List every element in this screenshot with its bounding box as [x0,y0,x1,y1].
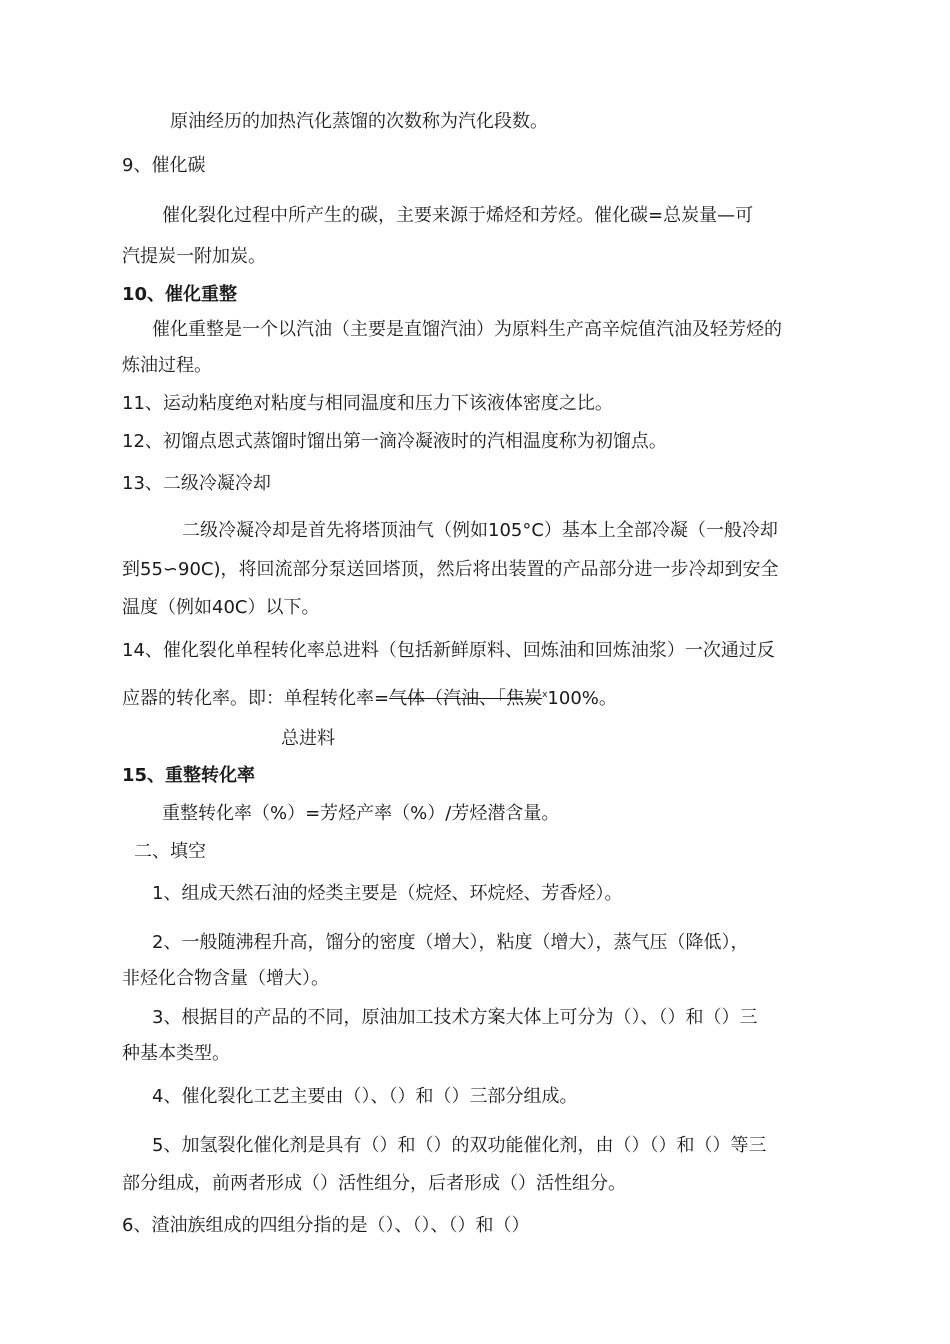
question-line: 非烃化合物含量（增大）。 [122,968,329,989]
term-heading: 14、催化裂化单程转化率总进料（包括新鲜原料、回炼油和回炼油浆）一次通过反 [122,640,775,661]
formula-struck-numerator: 气体（汽油、「焦炭 [389,688,543,709]
section-heading: 二、填空 [134,841,206,862]
formula-suffix: 100%。 [547,688,617,709]
text-line: 汽提炭一附加炭。 [122,246,266,267]
formula-denominator: 总进料 [281,728,335,749]
text-line: 催化裂化过程中所产生的碳，主要来源于烯烃和芳烃。催化碳=总炭量—可 [162,205,754,226]
question-line: 2、一般随沸程升高，馏分的密度（增大），粘度（增大），蒸气压（降低）， [152,932,749,953]
question-line: 4、催化裂化工艺主要由（）、（）和（）三部分组成。 [152,1086,578,1107]
question-line: 种基本类型。 [122,1043,230,1064]
question-line: 1、组成天然石油的烃类主要是（烷烃、环烷烃、芳香烃）。 [152,883,623,904]
term-heading: 15、重整转化率 [122,765,256,786]
text-line: 二级冷凝冷却是首先将塔顶油气（例如105°C）基本上全部冷凝（一般冷却 [182,520,778,541]
term-heading: 13、二级冷凝冷却 [122,473,271,494]
text-line: 炼油过程。 [122,355,212,376]
question-line: 5、加氢裂化催化剂是具有（）和（）的双功能催化剂，由（）（）和（）等三 [152,1135,767,1156]
question-line: 3、根据目的产品的不同，原油加工技术方案大体上可分为（）、（）和（）三 [152,1007,758,1028]
text-line: 温度（例如40C）以下。 [122,597,320,618]
text-line: 原油经历的加热汽化蒸馏的次数称为汽化段数。 [170,111,548,132]
question-line: 部分组成，前两者形成（）活性组分，后者形成（）活性组分。 [122,1173,626,1194]
text-line: 重整转化率（%）=芳烃产率（%）/芳烃潜含量。 [162,803,560,824]
formula-prefix: 应器的转化率。即：单程转化率= [122,688,390,709]
term-heading: 12、初馏点恩式蒸馏时馏出第一滴冷凝液时的汽相温度称为初馏点。 [122,431,667,452]
formula-sup: x [542,690,548,700]
term-heading: 9、催化碳 [122,155,206,176]
text-line: 到55∽90C)，将回流部分泵送回塔顶，然后将出装置的产品部分进一步冷却到安全 [122,559,779,580]
formula-line [122,688,617,710]
term-heading: 11、运动粘度绝对粘度与相同温度和压力下该液体密度之比。 [122,393,613,414]
term-heading: 10、催化重整 [122,284,238,305]
question-line: 6、渣油族组成的四组分指的是（）、（）、（）和（） [122,1215,530,1236]
text-line: 催化重整是一个以汽油（主要是直馏汽油）为原料生产高辛烷值汽油及轻芳烃的 [152,319,782,340]
